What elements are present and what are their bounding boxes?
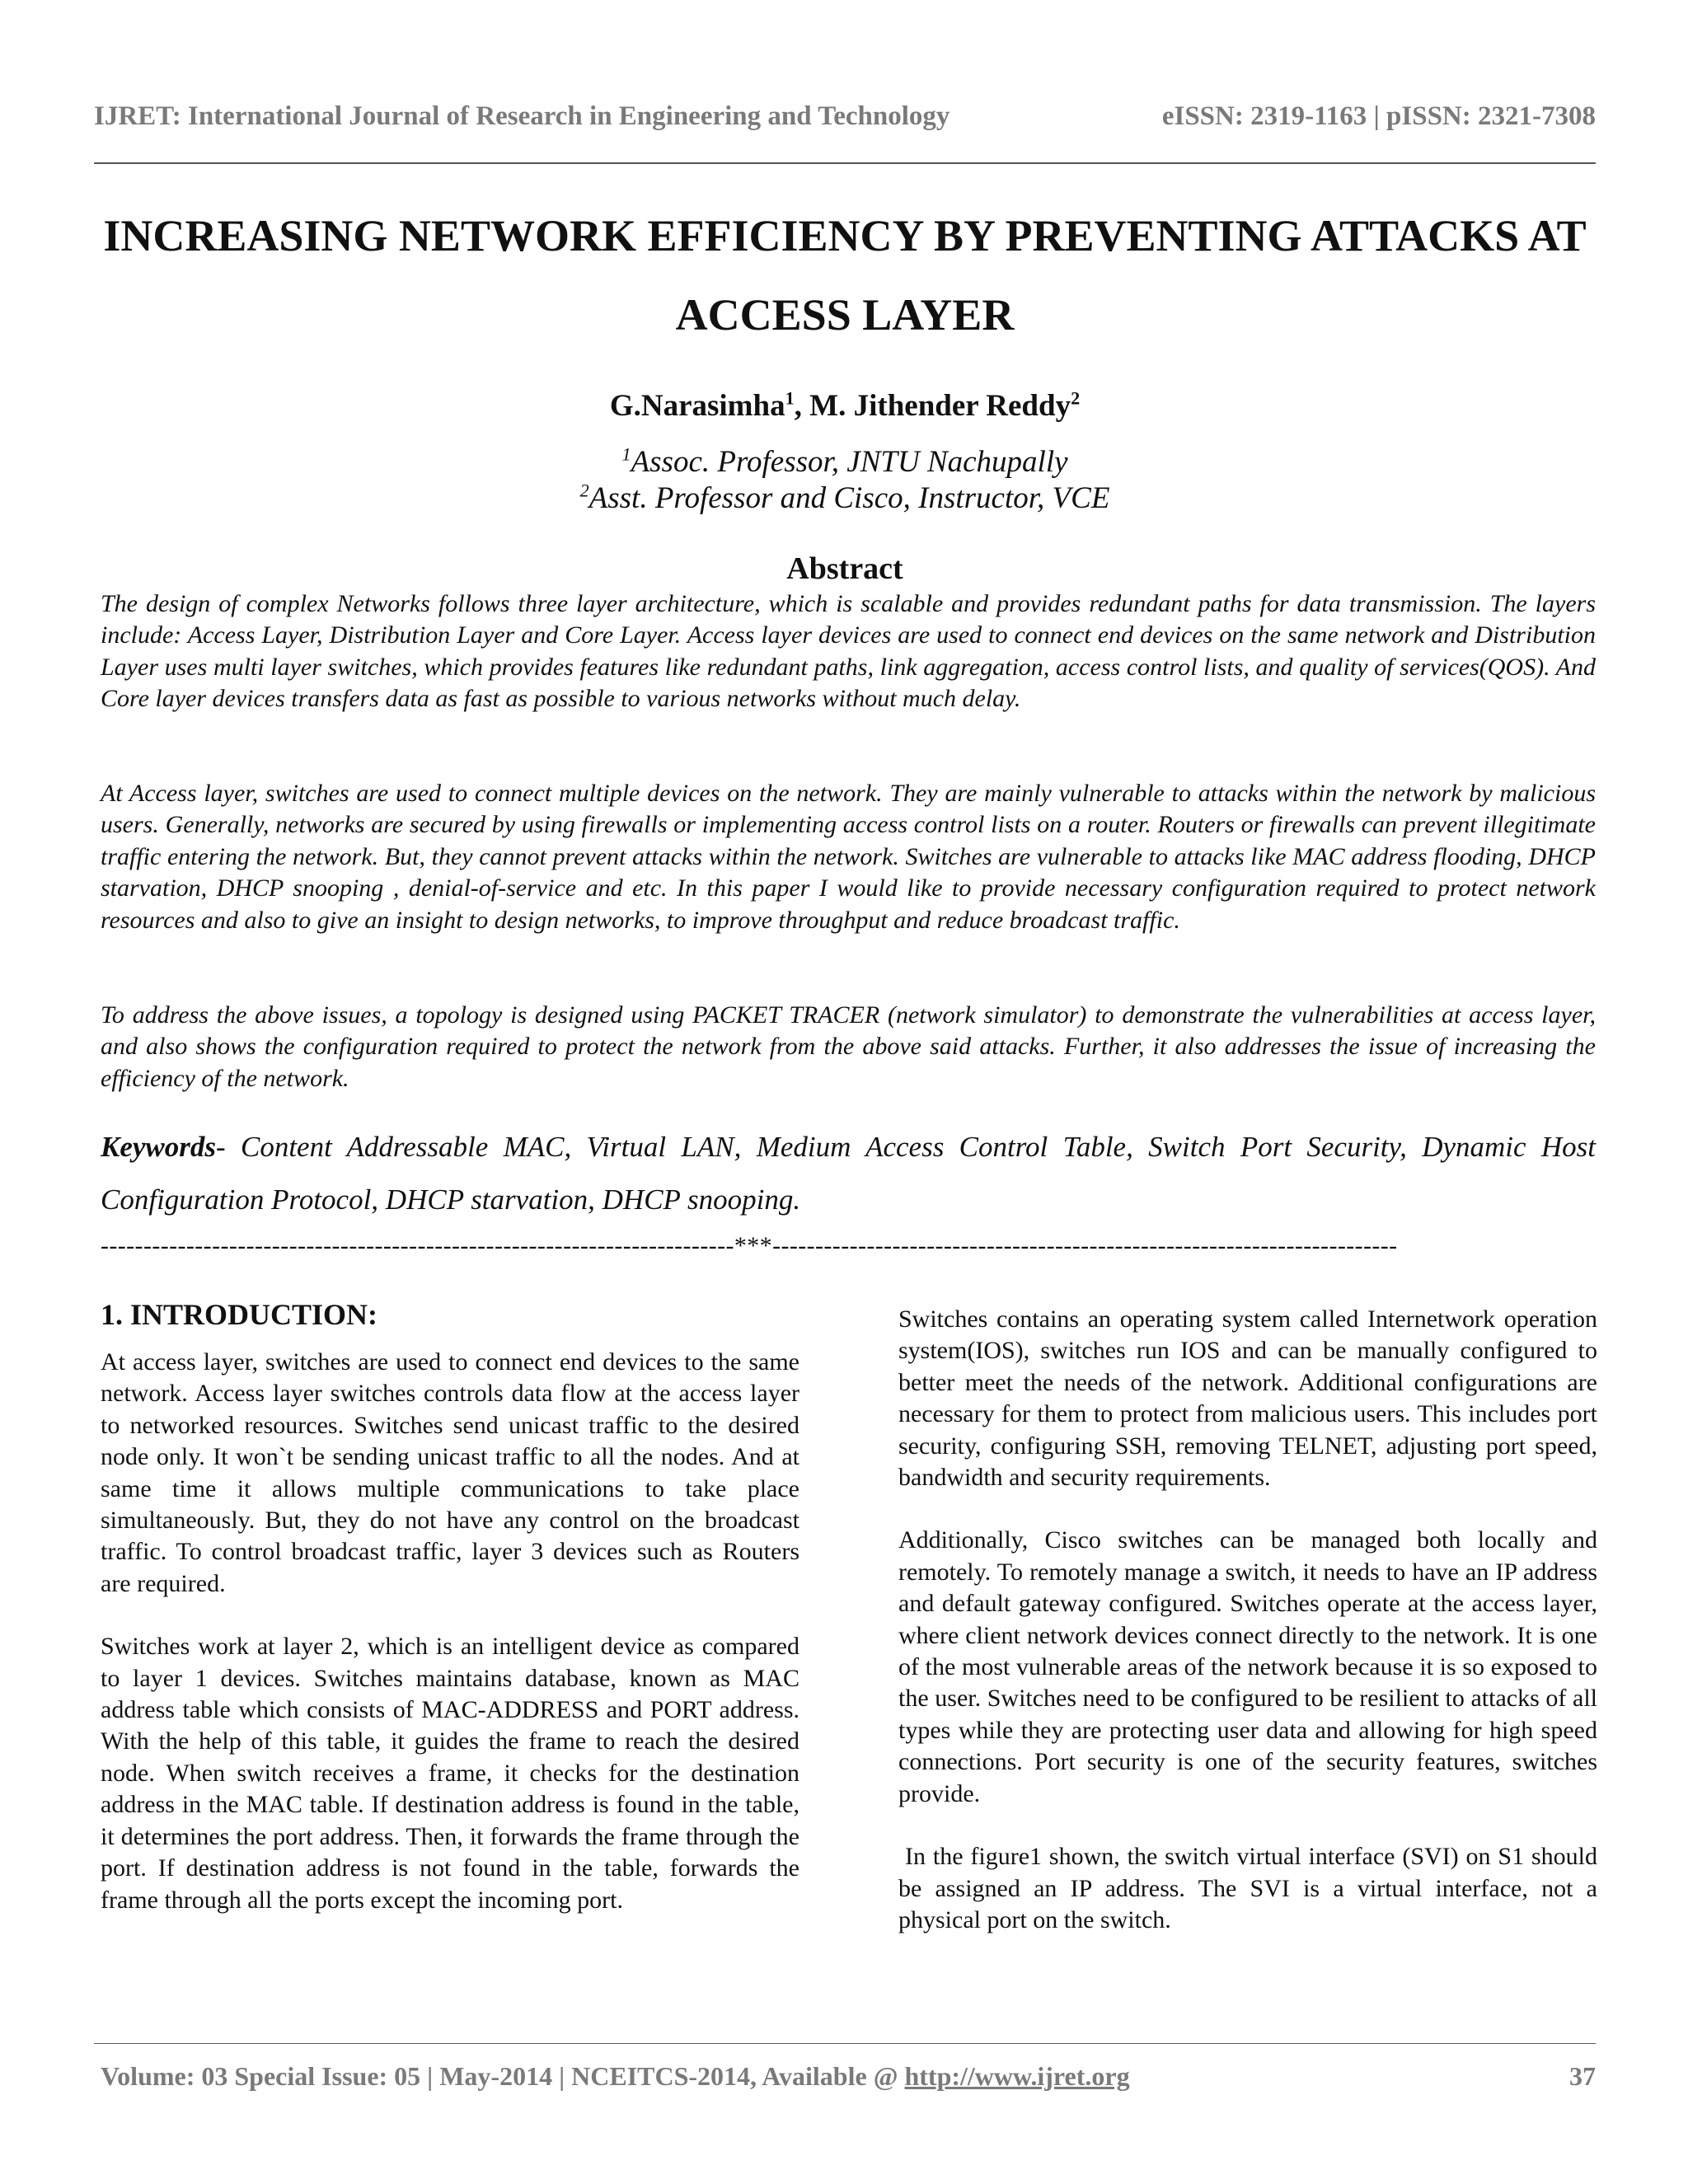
paper-title: INCREASING NETWORK EFFICIENCY BY PREVENTING ATTACKS AT ACCESS LAYER	[103, 211, 1587, 340]
author-line	[94, 387, 1596, 425]
affiliation-1	[94, 444, 1596, 480]
header-rule	[94, 162, 1596, 164]
abstract-paragraph: To address the above issues, a topology is designed using PACKET TRACER (network simulator) to demonstrate the vulnerabilities at access layer, and also shows the configuration required to protect the network from the above said attacks. Further, it also addresses the issue of increasing the efficiency of the network.	[101, 1001, 1596, 1092]
body-paragraph: Additionally, Cisco switches can be managed both locally and remotely. To remotely manage a switch, it needs to have an IP address and default gateway configured. Switches operate at the access layer, where client network devices connect directly to the network. It is one of the most vulnerable areas of the network because it is so exposed to the user. Switches need to be configured to be resilient to attacks of all types while they are protecting user data and allowing for high speed connections. Port security is one of the security features, switches provide.	[898, 1526, 1597, 1807]
journal-name: IJRET: International Journal of Research in Engineering and Technology	[94, 101, 950, 131]
abstract-heading: Abstract	[786, 551, 903, 586]
body-paragraph: Switches work at layer 2, which is an intelligent device as compared to layer 1 devices. Switches maintains database, known as MAC address table which consists of MAC-ADDRESS and PORT address. With the help of this table, it guides the frame to reach the desired node. When switch receives a frame, it checks for the destination address in the MAC table. If destination address is found in the table, it determines the port address. Then, it forwards the frame through the port. If destination address is not found in the table, forwards the frame through all the ports except the incoming port.	[101, 1633, 799, 1914]
keywords	[101, 1121, 1596, 1226]
abstract-paragraph: At Access layer, switches are used to connect multiple devices on the network. They are mainly vulnerable to attacks within the network by malicious users. Generally, networks are secured by using firewalls or implementing access control lists on a router. Routers or firewalls can prevent illegitimate traffic entering the network. But, they cannot prevent attacks within the network. Switches are vulnerable to attacks like MAC address flooding, DHCP starvation, DHCP snooping , denial-of-service and etc. In this paper I would like to provide necessary configuration required to protect network resources and also to give an insight to design networks, to improve throughput and reduce broadcast traffic.	[101, 780, 1596, 934]
abstract-paragraph: The design of complex Networks follows three layer architecture, which is scalable and provides redundant paths for data transmission. The layers include: Access Layer, Distribution Layer and Core Layer. Access layer devices are used to connect end devices on the same network and Distribution Layer uses multi layer switches, which provides features like redundant paths, link aggregation, access control lists, and quality of services(QOS). And Core layer devices transfers data as fast as possible to various networks without much delay.	[101, 590, 1596, 713]
affiliation-1-sup: 1	[621, 443, 631, 465]
affiliation-2	[94, 480, 1596, 517]
affiliation-1-text: Assoc. Professor, JNTU Nachupally	[631, 445, 1068, 479]
author-2-sup: 2	[1071, 387, 1081, 409]
section-separator: --------------------------------------------------------------------------***-------------------------------------------------------------------------	[101, 1232, 1398, 1259]
body-paragraph: In the figure1 shown, the switch virtual interface (SVI) on S1 should be assigned an IP address. The SVI is a virtual interface, not a physical port on the switch.	[898, 1843, 1597, 1933]
author-2: M. Jithender Reddy	[809, 389, 1071, 423]
body-paragraph: Switches contains an operating system called Internetwork operation system(IOS), switches run IOS and can be manually configured to better meet the needs of the network. Additional configurations are necessary for them to protect from malicious users. This includes port security, configuring SSH, removing TELNET, adjusting port speed, bandwidth and security requirements.	[898, 1305, 1597, 1492]
footer-volume: Volume: 03 Special Issue: 05 | May-2014 | NCEITCS-2014, Available @	[101, 2060, 905, 2091]
footer-citation	[101, 2061, 1130, 2092]
author-1: G.Narasimha	[609, 389, 785, 423]
journal-link[interactable]: http://www.ijret.org	[904, 2060, 1130, 2091]
body-paragraph: At access layer, switches are used to connect end devices to the same network. Access layer switches controls data flow at the access layer to networked resources. Switches send unicast traffic to the desired node only. It won`t be sending unicast traffic to all the nodes. And at same time it allows multiple communications to take place simultaneously. But, they do not have any control on the broadcast traffic. To control broadcast traffic, layer 3 devices such as Routers are required.	[101, 1348, 799, 1597]
footer-rule	[94, 2043, 1596, 2044]
page-footer	[101, 2056, 1596, 2096]
keywords-text: - Content Addressable MAC, Virtual LAN, Medium Access Control Table, Switch Port Security, Dynamic Host Configuration Protocol, DHCP starvation, DHCP snooping.	[101, 1131, 1596, 1216]
running-header	[94, 97, 1596, 135]
affiliation-2-sup: 2	[579, 480, 589, 501]
keywords-label: Keywords	[101, 1131, 216, 1163]
section-heading-introduction: 1. INTRODUCTION:	[101, 1298, 378, 1331]
author-separator: ,	[794, 389, 810, 423]
left-column	[101, 1296, 799, 1947]
affiliation-2-text: Asst. Professor and Cisco, Instructor, VCE	[588, 481, 1110, 515]
right-column	[898, 1304, 1597, 1967]
issn-numbers: eISSN: 2319-1163 | pISSN: 2321-7308	[1161, 101, 1596, 131]
author-1-sup: 1	[785, 387, 795, 409]
page-number: 37	[1569, 2060, 1596, 2091]
